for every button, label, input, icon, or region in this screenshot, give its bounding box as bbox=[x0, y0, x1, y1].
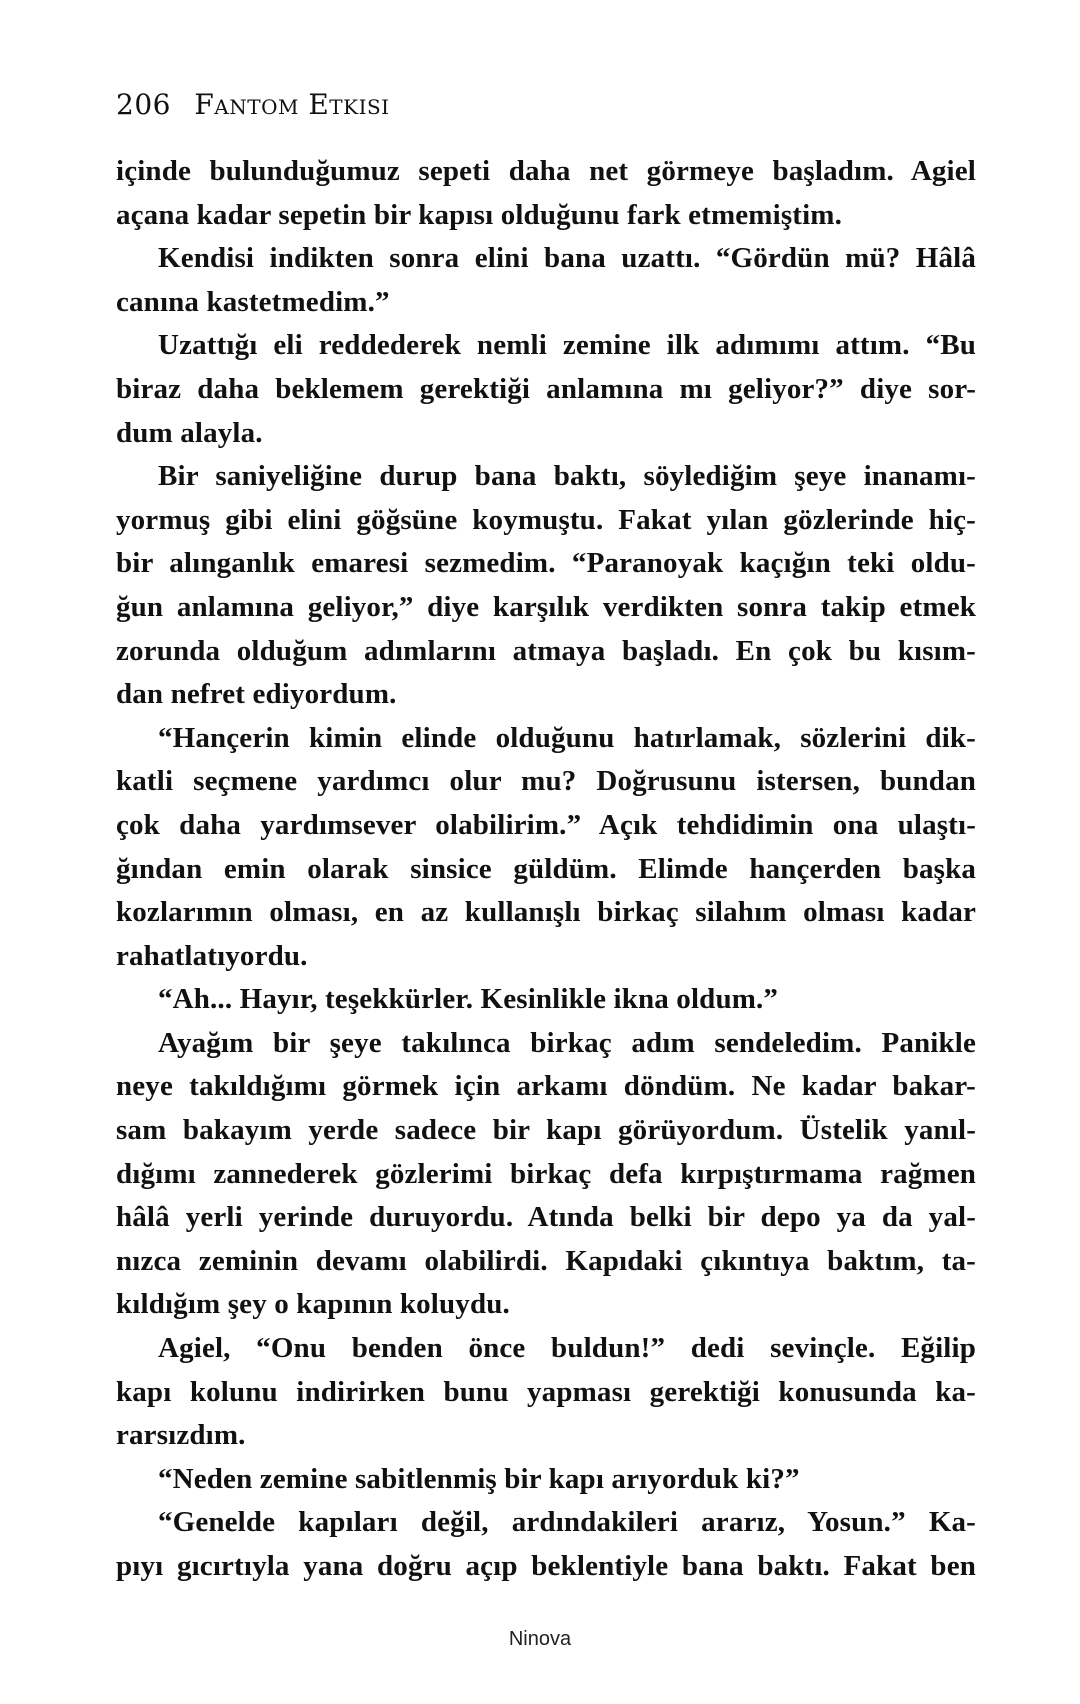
text-line: Kendisi indikten sonra elini bana uzattı. “Gördün mü? Hâlâ bbox=[158, 242, 976, 275]
text-line: içinde bulunduğumuz sepeti daha net görmeye başladım. Agiel bbox=[116, 155, 976, 187]
text-line: rahatlatıyordu. bbox=[116, 939, 308, 972]
text-line: Agiel, “Onu benden önce buldun!” dedi sevinçle. Eğilip bbox=[158, 1332, 976, 1365]
text-line: Bir saniyeliğine durup bana baktı, söylediğim şeye inanamı- bbox=[158, 460, 976, 493]
text-line: “Ah... Hayır, teşekkürler. Kesinlikle ikna oldum.” bbox=[158, 983, 779, 1016]
text-line: Ayağım bir şeye takılınca birkaç adım sendeledim. Panikle bbox=[158, 1026, 976, 1059]
text-line: çok daha yardımsever olabilirim.” Açık tehdidimin ona ulaştı- bbox=[116, 808, 976, 841]
body-text bbox=[116, 150, 976, 1589]
page-number: 206 bbox=[116, 88, 171, 121]
text-line: pıyı gıcırtıyla yana doğru açıp beklentiyle bana baktı. Fakat ben bbox=[116, 1550, 976, 1582]
running-title: Fantom Etkisi bbox=[194, 88, 390, 121]
text-line: nızca zeminin devamı olabilirdi. Kapıdaki çıkıntıya baktım, ta- bbox=[116, 1244, 976, 1277]
text-line: “Genelde kapıları değil, ardındakileri ararız, Yosun.” Ka- bbox=[158, 1506, 976, 1539]
text-line: bir alınganlık emaresi sezmedim. “Paranoyak kaçığın teki oldu- bbox=[116, 547, 976, 580]
text-line: kapı kolunu indirirken bunu yapması gerektiği konusunda ka- bbox=[116, 1375, 976, 1408]
text-line: “Hançerin kimin elinde olduğunu hatırlamak, sözlerini dik- bbox=[158, 721, 976, 754]
text-line: ğun anlamına geliyor,” diye karşılık verdikten sonra takip etmek bbox=[116, 590, 976, 623]
text-line: ğından emin olarak sinsice güldüm. Elimde hançerden başka bbox=[116, 852, 976, 885]
text-line: dum alayla. bbox=[116, 416, 263, 449]
text-line: biraz daha beklemem gerektiği anlamına mı geliyor?” diye sor- bbox=[116, 372, 976, 405]
text-line: neye takıldığımı görmek için arkamı döndüm. Ne kadar bakar- bbox=[116, 1070, 976, 1103]
text-line: dığımı zannederek gözlerimi birkaç defa kırpıştırmama rağmen bbox=[116, 1157, 976, 1190]
text-line: rarsızdım. bbox=[116, 1419, 246, 1452]
text-line: kıldığım şey o kapının koluydu. bbox=[116, 1288, 510, 1321]
text-line: canına kastetmedim.” bbox=[116, 285, 390, 318]
text-line: açana kadar sepetin bir kapısı olduğunu fark etmemiştim. bbox=[116, 198, 842, 231]
text-line: “Neden zemine sabitlenmiş bir kapı arıyorduk ki?” bbox=[158, 1462, 800, 1495]
text-line: Uzattığı eli reddederek nemli zemine ilk adımımı attım. “Bu bbox=[158, 329, 976, 362]
text-line: sam bakayım yerde sadece bir kapı görüyordum. Üstelik yanıl- bbox=[116, 1114, 976, 1147]
page-header bbox=[116, 88, 390, 121]
text-line: zorunda olduğum adımlarını atmaya başladı. En çok bu kısım- bbox=[116, 634, 976, 667]
publisher-footer: Ninova bbox=[508, 1628, 572, 1650]
text-line: yormuş gibi elini göğsüne koymuştu. Fakat yılan gözlerinde hiç- bbox=[116, 503, 976, 536]
text-line: dan nefret ediyordum. bbox=[116, 678, 397, 711]
text-line: hâlâ yerli yerinde duruyordu. Atında belki bir depo ya da yal- bbox=[116, 1201, 976, 1234]
text-line: katli seçmene yardımcı olur mu? Doğrusunu istersen, bundan bbox=[116, 765, 976, 798]
text-line: kozlarımın olması, en az kullanışlı birkaç silahım olması kadar bbox=[116, 896, 976, 929]
